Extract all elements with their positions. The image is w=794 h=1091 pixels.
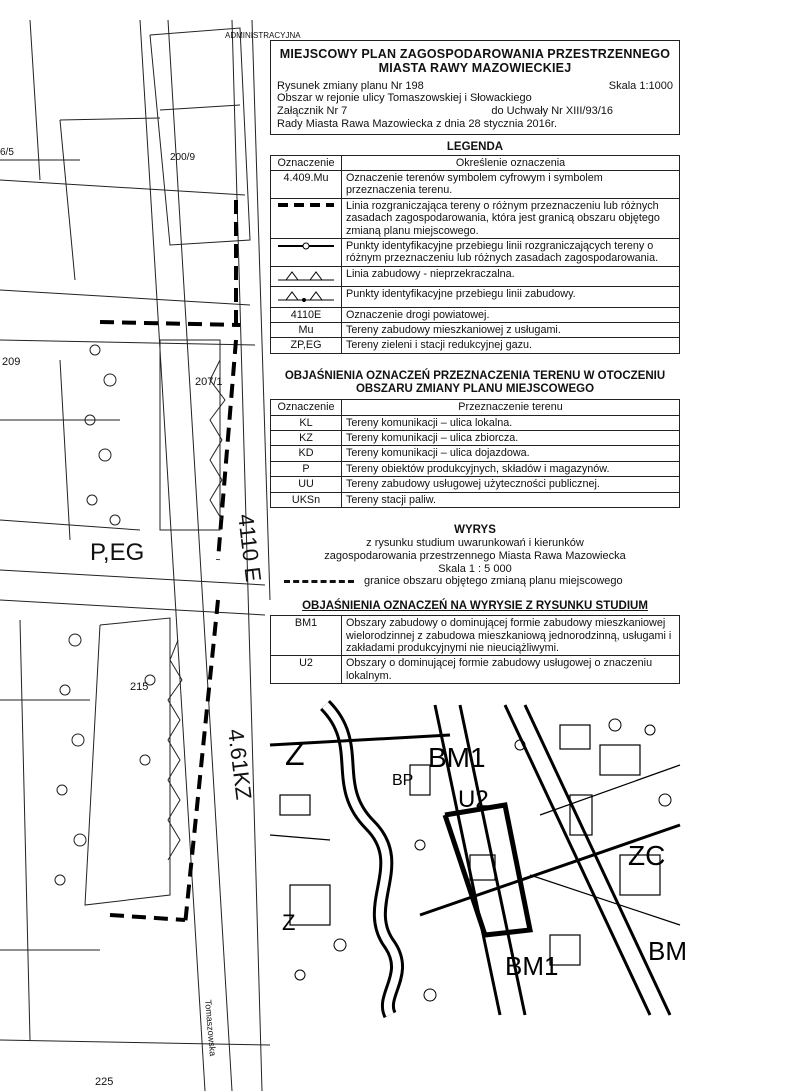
triangle-line-icon <box>271 266 342 286</box>
road-label: 4.61KZ <box>223 727 257 802</box>
triangle-dot-line-icon <box>271 287 342 307</box>
surroundings-desc: Tereny stacji paliw. <box>342 492 680 507</box>
surroundings-row <box>271 461 680 476</box>
legend-symbol: ZP,EG <box>271 338 342 353</box>
surroundings-row <box>271 415 680 430</box>
surroundings-col-desc: Przeznaczenie terenu <box>342 400 680 415</box>
area-description: Obszar w rejonie ulicy Tomaszowskiej i Słowackiego <box>277 92 532 105</box>
legend-col-symbol: Oznaczenie <box>271 155 342 170</box>
parcel-label: 225 <box>95 1076 114 1088</box>
zone-label-bm1: BM1 <box>428 742 486 773</box>
surroundings-subheading: OBSZARU ZMIANY PLANU MIEJSCOWEGO <box>355 383 595 396</box>
parcel-label: 209 <box>2 356 21 368</box>
surroundings-col-symbol: Oznaczenie <box>271 400 342 415</box>
study-symbol: U2 <box>271 656 342 684</box>
legend-desc: Punkty identyfikacyjne przebiegu linii rozgraniczających tereny o różnym przeznaczeniu lub różnych zasadach zagospodarowania. <box>342 238 680 266</box>
title-block <box>270 40 680 135</box>
attachment-number: Załącznik Nr 7 <box>277 105 348 118</box>
map-drawing <box>0 0 301 1091</box>
legend-col-desc: Określenie oznaczenia <box>342 155 680 170</box>
road-label: 4110 E <box>233 512 267 584</box>
wyrys-boundary-legend <box>284 575 680 588</box>
resolution-number: do Uchwały Nr XIII/93/16 <box>491 105 613 118</box>
legend-desc: Tereny zabudowy mieszkaniowej z usługami. <box>342 323 680 338</box>
surroundings-row <box>271 492 680 507</box>
parcel-label: 215 <box>130 681 149 693</box>
study-row <box>271 656 680 684</box>
surroundings-heading: OBJAŚNIENIA OZNACZEŃ PRZEZNACZENIA TERENU W OTOCZENIU <box>284 369 666 382</box>
dashed-boundary-icon <box>284 580 354 583</box>
surroundings-desc: Tereny komunikacji – ulica lokalna. <box>342 415 680 430</box>
zone-label: P,EG <box>90 539 145 566</box>
zone-label-z: Z <box>285 736 305 772</box>
wyrys-boundary-label: granice obszaru objętego zmianą planu miejscowego <box>364 575 623 588</box>
legend-panel <box>270 40 680 684</box>
surroundings-desc: Tereny komunikacji – ulica zbiorcza. <box>342 431 680 446</box>
legend-row <box>271 170 680 198</box>
plan-subtitle: MIASTA RAWY MAZOWIECKIEJ <box>378 61 572 76</box>
surroundings-desc: Tereny obiektów produkcyjnych, składów i magazynów. <box>342 461 680 476</box>
zone-label-u2: U2 <box>458 786 489 813</box>
surroundings-symbol: UKSn <box>271 492 342 507</box>
thick-dashed-line-icon <box>271 198 342 238</box>
surroundings-table <box>270 399 680 508</box>
parcel-label: 6/5 <box>0 147 14 158</box>
legend-row <box>271 266 680 286</box>
inset-drawing <box>270 705 687 1015</box>
surroundings-symbol: KL <box>271 415 342 430</box>
surroundings-symbol: UU <box>271 477 342 492</box>
zone-label-bp: BP <box>392 772 414 789</box>
surroundings-desc: Tereny komunikacji – ulica dojazdowa. <box>342 446 680 461</box>
legend-table <box>270 155 680 354</box>
legend-row <box>271 307 680 322</box>
plan-title: MIEJSCOWY PLAN ZAGOSPODAROWANIA PRZESTRZENNEGO <box>279 47 671 61</box>
study-symbol: BM1 <box>271 616 342 656</box>
surroundings-symbol: KD <box>271 446 342 461</box>
wyrys-heading: WYRYS <box>454 524 496 537</box>
surroundings-symbol: P <box>271 461 342 476</box>
zone-label-zc: ZC <box>628 840 666 871</box>
surroundings-symbol: KZ <box>271 431 342 446</box>
wyrys-scale: Skala 1 : 5 000 <box>438 562 512 575</box>
council-date: Rady Miasta Rawa Mazowiecka z dnia 28 stycznia 2016r. <box>277 117 558 130</box>
study-excerpt-map <box>270 705 687 1015</box>
legend-row <box>271 323 680 338</box>
study-row <box>271 616 680 656</box>
surroundings-desc: Tereny zabudowy usługowej użyteczności publicznej. <box>342 477 680 492</box>
legend-desc: Tereny zieleni i stacji redukcyjnej gazu. <box>342 338 680 353</box>
drawing-scale: Skala 1:1000 <box>608 79 673 92</box>
legend-symbol: 4110E <box>271 307 342 322</box>
street-label: Tomaszowska <box>203 999 218 1057</box>
study-desc: Obszary zabudowy o dominującej formie zabudowy mieszkaniowej wielorodzinnej z zabudowa mieszkaniową jednorodzinną, usługami i zakładami produkcyjnymi nie nieuciążliwymi. <box>342 616 680 656</box>
legend-symbol: 4.409.Mu <box>271 170 342 198</box>
legend-heading: LEGENDA <box>446 141 504 154</box>
legend-desc: Punkty identyfikacyjne przebiegu linii zabudowy. <box>342 287 680 307</box>
legend-row <box>271 238 680 266</box>
admin-label: ADMINISTRACYJNA <box>225 31 301 40</box>
zone-label-bm1: BM1 <box>505 951 559 981</box>
study-heading: OBJAŚNIENIA OZNACZEŃ NA WYRYSIE Z RYSUNKU STUDIUM <box>302 599 648 612</box>
legend-desc: Linia rozgraniczająca tereny o różnym przeznaczeniu lub różnych zasadach zagospodarowania, która jest granicą obszaru objętego zmianą planu miejscowego. <box>342 198 680 238</box>
wyrys-line1: z rysunku studium uwarunkowań i kierunków <box>366 537 584 550</box>
legend-row <box>271 198 680 238</box>
study-desc: Obszary o dominującej formie zabudowy usługowej o znaczeniu lokalnym. <box>342 656 680 684</box>
zone-label-bm: BM <box>648 936 687 966</box>
parcel-label: 200/9 <box>170 152 196 163</box>
line-with-circle-icon <box>271 238 342 266</box>
legend-desc: Oznaczenie drogi powiatowej. <box>342 307 680 322</box>
zone-label-z-small: Z <box>282 910 296 935</box>
legend-desc: Oznaczenie terenów symbolem cyfrowym i symbolem przeznaczenia terenu. <box>342 170 680 198</box>
study-table <box>270 615 680 684</box>
legend-symbol: Mu <box>271 323 342 338</box>
drawing-number: Rysunek zmiany planu Nr 198 <box>277 79 424 92</box>
parcel-label: 207/1 <box>195 376 223 388</box>
wyrys-line2: zagospodarowania przestrzennego Miasta Rawa Mazowiecka <box>324 549 626 562</box>
surroundings-row <box>271 477 680 492</box>
surroundings-row <box>271 446 680 461</box>
legend-row <box>271 287 680 307</box>
surroundings-row <box>271 431 680 446</box>
legend-desc: Linia zabudowy - nieprzekraczalna. <box>342 266 680 286</box>
legend-row <box>271 338 680 353</box>
